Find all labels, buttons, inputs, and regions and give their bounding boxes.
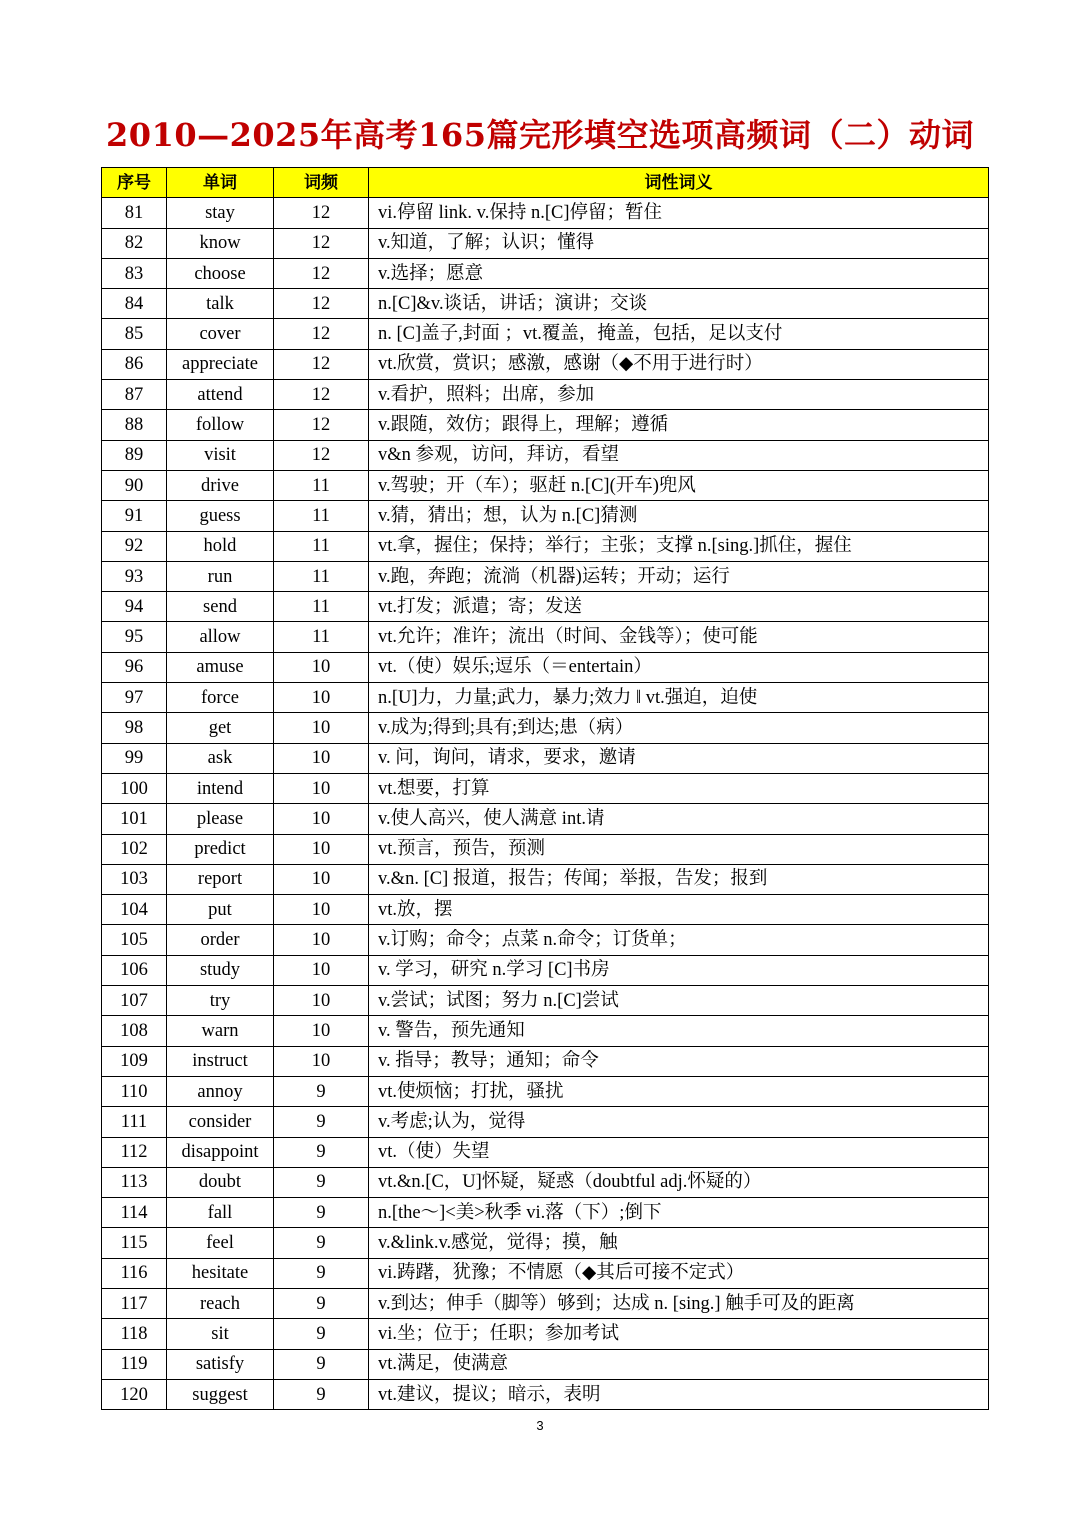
- table-row: [102, 1228, 989, 1258]
- row-serial: 83: [102, 258, 167, 288]
- table-row: [102, 380, 989, 410]
- row-definition: n. [C]盖子,封面 ；vt.覆盖，掩盖，包括，足以支付: [369, 319, 989, 349]
- table-row: [102, 743, 989, 773]
- table-row: [102, 258, 989, 288]
- header-frequency: 词频: [274, 168, 369, 198]
- table-row: [102, 773, 989, 803]
- row-word: stay: [167, 198, 274, 228]
- table-row: [102, 470, 989, 500]
- row-frequency: 12: [274, 228, 369, 258]
- row-word: try: [167, 986, 274, 1016]
- row-serial: 109: [102, 1046, 167, 1076]
- row-definition: vt.欣赏，赏识；感激，感谢（◆不用于进行时）: [369, 349, 989, 379]
- row-frequency: 9: [274, 1319, 369, 1349]
- table-row: [102, 1288, 989, 1318]
- row-frequency: 10: [274, 713, 369, 743]
- row-word: study: [167, 955, 274, 985]
- row-serial: 99: [102, 743, 167, 773]
- row-frequency: 10: [274, 925, 369, 955]
- row-serial: 112: [102, 1137, 167, 1167]
- table-row: [102, 1076, 989, 1106]
- table-row: [102, 531, 989, 561]
- row-frequency: 12: [274, 319, 369, 349]
- row-definition: n.[U]力，力量;武力，暴力;效力 ‖ vt.强迫，迫使: [369, 683, 989, 713]
- row-word: get: [167, 713, 274, 743]
- header-serial: 序号: [102, 168, 167, 198]
- row-frequency: 10: [274, 683, 369, 713]
- row-word: disappoint: [167, 1137, 274, 1167]
- row-serial: 102: [102, 834, 167, 864]
- row-definition: v.&link.v.感觉，觉得；摸，触: [369, 1228, 989, 1258]
- row-definition: vi.停留 link. v.保持 n.[C]停留；暂住: [369, 198, 989, 228]
- row-word: consider: [167, 1107, 274, 1137]
- row-definition: vt.满足，使满意: [369, 1349, 989, 1379]
- row-serial: 85: [102, 319, 167, 349]
- row-word: satisfy: [167, 1349, 274, 1379]
- row-definition: v. 问，询问，请求，要求，邀请: [369, 743, 989, 773]
- row-word: know: [167, 228, 274, 258]
- page-title: 2010—2025年高考165篇完形填空选项高频词（二）动词: [106, 116, 974, 154]
- row-definition: v.跟随，效仿；跟得上，理解；遵循: [369, 410, 989, 440]
- row-frequency: 11: [274, 470, 369, 500]
- row-definition: v.猜，猜出；想，认为 n.[C]猜测: [369, 501, 989, 531]
- table-row: [102, 1016, 989, 1046]
- table-row: [102, 1046, 989, 1076]
- table-row: [102, 440, 989, 470]
- row-serial: 111: [102, 1107, 167, 1137]
- row-definition: vt.（使）失望: [369, 1137, 989, 1167]
- row-serial: 103: [102, 864, 167, 894]
- row-frequency: 9: [274, 1076, 369, 1106]
- row-word: guess: [167, 501, 274, 531]
- table-row: [102, 198, 989, 228]
- table-row: [102, 349, 989, 379]
- row-word: appreciate: [167, 349, 274, 379]
- row-frequency: 9: [274, 1379, 369, 1409]
- row-frequency: 12: [274, 410, 369, 440]
- table-row: [102, 834, 989, 864]
- row-definition: vt.&n.[C，U]怀疑，疑惑（doubtful adj.怀疑的）: [369, 1167, 989, 1197]
- table-row: [102, 228, 989, 258]
- row-serial: 114: [102, 1198, 167, 1228]
- table-row: [102, 986, 989, 1016]
- row-word: please: [167, 804, 274, 834]
- table-row: [102, 1107, 989, 1137]
- row-frequency: 9: [274, 1167, 369, 1197]
- row-serial: 106: [102, 955, 167, 985]
- row-frequency: 10: [274, 864, 369, 894]
- table-row: [102, 319, 989, 349]
- table-row: [102, 652, 989, 682]
- row-definition: v. 警告，预先通知: [369, 1016, 989, 1046]
- row-frequency: 11: [274, 561, 369, 591]
- table-row: [102, 955, 989, 985]
- row-serial: 91: [102, 501, 167, 531]
- row-word: predict: [167, 834, 274, 864]
- row-definition: v.成为;得到;具有;到达;患（病）: [369, 713, 989, 743]
- row-serial: 81: [102, 198, 167, 228]
- row-serial: 117: [102, 1288, 167, 1318]
- row-frequency: 11: [274, 622, 369, 652]
- row-definition: vt.打发；派遣；寄；发送: [369, 592, 989, 622]
- row-frequency: 10: [274, 895, 369, 925]
- page-number: 3: [536, 1418, 544, 1433]
- row-frequency: 9: [274, 1137, 369, 1167]
- row-definition: v.驾驶；开（车）；驱赶 n.[C](开车)兜风: [369, 470, 989, 500]
- row-word: intend: [167, 773, 274, 803]
- header-word: 单词: [167, 168, 274, 198]
- row-word: force: [167, 683, 274, 713]
- row-serial: 97: [102, 683, 167, 713]
- table-row: [102, 864, 989, 894]
- row-definition: vt.使烦恼；打扰，骚扰: [369, 1076, 989, 1106]
- table-row: [102, 683, 989, 713]
- table-body: [102, 198, 989, 1410]
- table-row: [102, 1379, 989, 1409]
- row-frequency: 9: [274, 1258, 369, 1288]
- row-serial: 118: [102, 1319, 167, 1349]
- row-serial: 93: [102, 561, 167, 591]
- row-word: suggest: [167, 1379, 274, 1409]
- row-frequency: 11: [274, 501, 369, 531]
- row-serial: 86: [102, 349, 167, 379]
- row-serial: 87: [102, 380, 167, 410]
- row-definition: vt.放，摆: [369, 895, 989, 925]
- row-definition: v.看护，照料；出席，参加: [369, 380, 989, 410]
- row-serial: 90: [102, 470, 167, 500]
- row-serial: 119: [102, 1349, 167, 1379]
- row-frequency: 9: [274, 1288, 369, 1318]
- row-definition: v.&n. [C] 报道，报告；传闻；举报，告发；报到: [369, 864, 989, 894]
- row-definition: v&n 参观，访问，拜访，看望: [369, 440, 989, 470]
- row-definition: vi.坐；位于；任职；参加考试: [369, 1319, 989, 1349]
- row-frequency: 10: [274, 1046, 369, 1076]
- row-definition: v.使人高兴，使人满意 int.请: [369, 804, 989, 834]
- row-frequency: 12: [274, 258, 369, 288]
- table-row: [102, 804, 989, 834]
- row-word: order: [167, 925, 274, 955]
- table-row: [102, 895, 989, 925]
- row-serial: 107: [102, 986, 167, 1016]
- table-row: [102, 561, 989, 591]
- row-serial: 98: [102, 713, 167, 743]
- row-word: amuse: [167, 652, 274, 682]
- row-frequency: 12: [274, 440, 369, 470]
- row-word: sit: [167, 1319, 274, 1349]
- table-row: [102, 1319, 989, 1349]
- row-serial: 84: [102, 289, 167, 319]
- row-serial: 100: [102, 773, 167, 803]
- row-frequency: 10: [274, 986, 369, 1016]
- row-serial: 88: [102, 410, 167, 440]
- row-serial: 95: [102, 622, 167, 652]
- row-word: talk: [167, 289, 274, 319]
- row-word: choose: [167, 258, 274, 288]
- row-serial: 92: [102, 531, 167, 561]
- row-word: run: [167, 561, 274, 591]
- row-word: annoy: [167, 1076, 274, 1106]
- row-word: attend: [167, 380, 274, 410]
- row-serial: 104: [102, 895, 167, 925]
- row-serial: 113: [102, 1167, 167, 1197]
- row-word: put: [167, 895, 274, 925]
- row-frequency: 12: [274, 349, 369, 379]
- table-row: [102, 925, 989, 955]
- row-word: follow: [167, 410, 274, 440]
- row-serial: 115: [102, 1228, 167, 1258]
- row-word: hesitate: [167, 1258, 274, 1288]
- table-row: [102, 289, 989, 319]
- row-word: fall: [167, 1198, 274, 1228]
- row-frequency: 10: [274, 743, 369, 773]
- row-word: drive: [167, 470, 274, 500]
- row-word: report: [167, 864, 274, 894]
- row-word: reach: [167, 1288, 274, 1318]
- row-serial: 105: [102, 925, 167, 955]
- row-serial: 116: [102, 1258, 167, 1288]
- row-word: cover: [167, 319, 274, 349]
- row-frequency: 9: [274, 1349, 369, 1379]
- row-definition: v. 指导；教导；通知；命令: [369, 1046, 989, 1076]
- row-serial: 94: [102, 592, 167, 622]
- row-definition: v.跑，奔跑；流淌（机器)运转；开动；运行: [369, 561, 989, 591]
- row-serial: 120: [102, 1379, 167, 1409]
- header-definition: 词性词义: [369, 168, 989, 198]
- row-frequency: 10: [274, 955, 369, 985]
- table-row: [102, 713, 989, 743]
- table-row: [102, 1258, 989, 1288]
- row-frequency: 10: [274, 652, 369, 682]
- row-definition: vt.允许；准许；流出（时间、金钱等）；使可能: [369, 622, 989, 652]
- row-word: instruct: [167, 1046, 274, 1076]
- table-row: [102, 410, 989, 440]
- row-frequency: 10: [274, 1016, 369, 1046]
- row-frequency: 12: [274, 380, 369, 410]
- row-serial: 82: [102, 228, 167, 258]
- row-word: allow: [167, 622, 274, 652]
- row-frequency: 12: [274, 198, 369, 228]
- row-definition: vt.建议，提议；暗示，表明: [369, 1379, 989, 1409]
- row-serial: 110: [102, 1076, 167, 1106]
- row-definition: v.考虑;认为，觉得: [369, 1107, 989, 1137]
- row-definition: v.知道，了解；认识；懂得: [369, 228, 989, 258]
- row-serial: 96: [102, 652, 167, 682]
- table-header-row: [102, 168, 989, 198]
- row-frequency: 12: [274, 289, 369, 319]
- row-definition: v.订购；命令；点菜 n.命令；订货单；: [369, 925, 989, 955]
- row-definition: vi.踌躇，犹豫；不情愿（◆其后可接不定式）: [369, 1258, 989, 1288]
- row-definition: v. 学习，研究 n.学习 [C]书房: [369, 955, 989, 985]
- table-row: [102, 1198, 989, 1228]
- table-row: [102, 1349, 989, 1379]
- row-frequency: 10: [274, 804, 369, 834]
- row-word: send: [167, 592, 274, 622]
- table-row: [102, 1137, 989, 1167]
- row-serial: 101: [102, 804, 167, 834]
- row-word: doubt: [167, 1167, 274, 1197]
- row-definition: v.到达；伸手（脚等）够到；达成 n. [sing.] 触手可及的距离: [369, 1288, 989, 1318]
- row-word: visit: [167, 440, 274, 470]
- row-word: feel: [167, 1228, 274, 1258]
- table-row: [102, 1167, 989, 1197]
- table-row: [102, 501, 989, 531]
- row-frequency: 9: [274, 1228, 369, 1258]
- row-definition: vt.预言，预告，预测: [369, 834, 989, 864]
- row-definition: n.[C]&v.谈话，讲话；演讲；交谈: [369, 289, 989, 319]
- row-word: hold: [167, 531, 274, 561]
- row-serial: 108: [102, 1016, 167, 1046]
- row-frequency: 11: [274, 592, 369, 622]
- row-frequency: 9: [274, 1198, 369, 1228]
- row-definition: vt.想要，打算: [369, 773, 989, 803]
- table-row: [102, 592, 989, 622]
- row-word: warn: [167, 1016, 274, 1046]
- table-row: [102, 622, 989, 652]
- row-frequency: 11: [274, 531, 369, 561]
- row-frequency: 9: [274, 1107, 369, 1137]
- row-definition: vt.（使）娱乐;逗乐（＝entertain）: [369, 652, 989, 682]
- row-definition: v.尝试；试图；努力 n.[C]尝试: [369, 986, 989, 1016]
- vocabulary-table: [101, 167, 989, 1410]
- row-definition: vt.拿，握住；保持；举行；主张；支撑 n.[sing.]抓住，握住: [369, 531, 989, 561]
- row-frequency: 10: [274, 773, 369, 803]
- row-word: ask: [167, 743, 274, 773]
- row-definition: n.[the～]<美>秋季 vi.落（下）;倒下: [369, 1198, 989, 1228]
- row-definition: v.选择；愿意: [369, 258, 989, 288]
- row-serial: 89: [102, 440, 167, 470]
- row-frequency: 10: [274, 834, 369, 864]
